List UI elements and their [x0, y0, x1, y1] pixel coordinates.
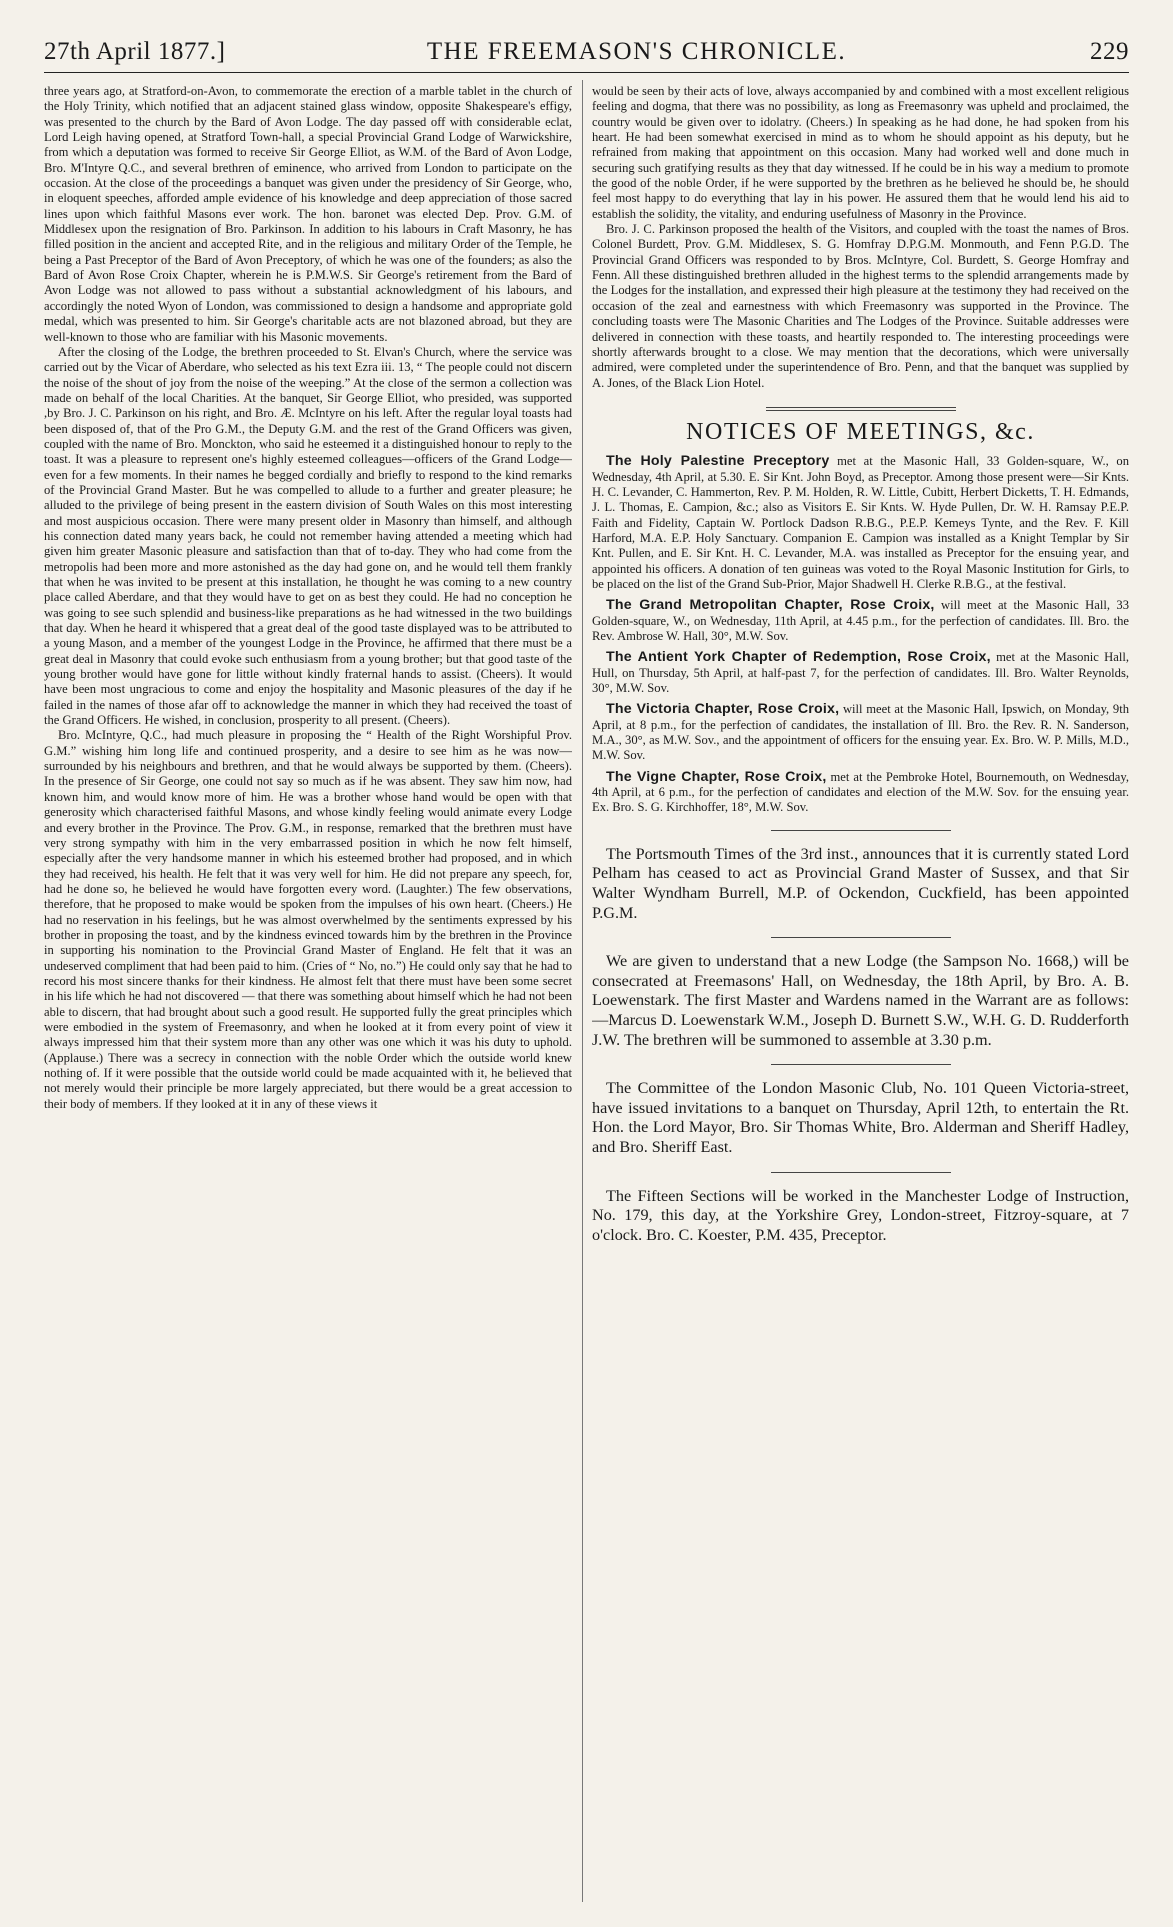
section-divider — [771, 937, 951, 938]
section-heading: NOTICES OF MEETINGS, &c. — [686, 418, 1035, 445]
notice-text: met at the Masonic Hall, Hull, on Thursday, 5th April, at half-past 7, for the perfection of candidates. Ill. Bro. Walter Reynolds, 30°, M.W. Sov. — [592, 650, 1129, 696]
publication-title: THE FREEMASON'S CHRONICLE. — [426, 38, 847, 65]
news-item: The Portsmouth Times of the 3rd inst., announces that it is currently stated Lord Pelham has ceased to act as Provincial Grand Master of Sussex, and that Sir Walter Wyndham Burrell, M.P. of Ockendon, Cuckfield, has been appointed P.G.M. — [592, 844, 1129, 922]
notice-text: will meet at the Masonic Hall, Ipswich, on Monday, 9th April, at 8 p.m., for the perfection of candidates, the installation of Ill. Bro. the Rev. R. N. Sanderson, M.A., 30°, as M.W. Sov., and the appointment of officers for the ensuing year. Ex. Bro. W. P. Mills, M.D., M.W. Sov. — [592, 702, 1129, 763]
meeting-notice — [592, 454, 1129, 592]
right-column — [592, 84, 1129, 1902]
meeting-notice — [592, 650, 1129, 696]
left-column — [44, 84, 572, 1902]
article-paragraph: Bro. McIntyre, Q.C., had much pleasure in proposing the “ Health of the Right Worshipful Prov. G.M.” wishing him long life and continued prosperity, and a desire to see him as he was now—surrounded by his neighbours and brethren, and that he would always be supported by them. (Cheers). In the presence of Sir George, one could not say so much as if he was absent. They saw him now, had known him, and would know more of him. He was a brother whose hand would be open with that generosity which characterised faithful Masons, and whose kindly feeling would animate every Lodge and every brother in the Province. The Prov. G.M., in response, remarked that the brethren must have very strong sympathy with him in the very embarrassed position in which he now felt himself, especially after the very handsome manner in which his esteemed brother had proposed, and in which they had received, his health. He felt that it was very well for him. He did not prepare any speech, for, had he done so, he believed he would have forgotten every word. (Laughter.) The few observations, therefore, that he proposed to make would be spoken from the impulses of his own heart. (Cheers.) He had no reservation in his feelings, but he was almost overwhelmed by the sentiments expressed by his brother in proposing the toast, and by the kindness evinced towards him by the brethren in the Province in supporting his nomination to the Provincial Grand Master of England. He felt that it was an undeserved compliment that had been paid to him. (Cries of “ No, no.”) He could only say that he had to record his most sincere thanks for their kindness. He almost felt that there must have been some secret in his life which he had not discovered — that there was something about himself which he had not been able to discern, that had brought about such a good result. He supported fully the great principles which were embodied in the system of Freemasonry, and when he looked at it from every point of view it always impressed him that their system more than any other was one which it was his duty to uphold. (Applause.) There was a secrecy in connection with the noble Order which the outside world knew nothing of. If it were possible that the outside world could be made acquainted with it, he believed that not merely would their principle be more largely appreciated, but there would be a great accession to their body of members. If they looked at it in any of these views it — [44, 728, 572, 1111]
meeting-notice — [592, 702, 1129, 763]
notice-title: The Vigne Chapter, Rose Croix, — [606, 768, 827, 785]
meeting-notice — [592, 770, 1129, 816]
notice-text: met at the Masonic Hall, 33 Golden-square, W., on Wednesday, 4th April, at 5.30. E. Sir Knt. John Boyd, as Preceptor. Among those present were—Sir Knts. H. C. Levander, C. Hammerton, Rev. P. M. Holden, R. W. Little, Cubitt, Herbert Dicketts, T. H. Edmands, J. L. Thomas, E. Campion, &c.; also as Visitors E. Sir Knts. W. Hyde Pullen, Dr. W. H. Ramsay P.E.P. Faith and Fidelity, Captain W. Portlock Dadson R.B.G., P.E.P. Kemeys Tynte, and the Rev. F. Kill Harford, M.A. E.P. Holy Sanctuary. Companion E. Campion was installed as a Knight Templar by Sir Knt. Pullen, and E. Sir Knt. H. C. Levander, M.A. was installed as Preceptor for the ensuing year, and appointed his officers. A donation of ten guineas was voted to the Royal Masonic Institution for Girls, to be placed on the list of the Grand Sub-Prior, Major Shadwell H. Clerke R.B.G., at the festival. — [592, 454, 1129, 591]
newspaper-page — [44, 22, 1129, 1912]
header-rule — [44, 72, 1129, 73]
news-item: The Fifteen Sections will be worked in the Manchester Lodge of Instruction, No. 179, this day, at the Yorkshire Grey, London-street, Fitzroy-square, at 7 o'clock. Bro. C. Koester, P.M. 435, Preceptor. — [592, 1186, 1129, 1244]
section-divider — [771, 1064, 951, 1065]
column-divider — [582, 80, 583, 1902]
article-paragraph: After the closing of the Lodge, the brethren proceeded to St. Elvan's Church, where the service was carried out by the Vicar of Aberdare, who selected as his text Ezra iii. 13, “ The people could not discern the noise of the shout of joy from the noise of the weeping.” At the close of the sermon a collection was made on behalf of the local Charities. At the banquet, Sir George Elliot, who presided, was supported ,by Bro. J. C. Parkinson on his right, and Bro. Æ. McIntyre on his left. After the regular loyal toasts had been disposed of, that of the Pro G.M., the Deputy G.M. and the rest of the Grand Officers was given, coupled with the name of Bro. Monckton, who said he esteemed it a distinguished honour to reply to the toast. It was a pleasure to represent one's highly esteemed colleagues—officers of the Grand Lodge—even for a few moments. In their names he begged cordially and briefly to respond to the kind remarks of the Provincial Grand Master. But he was compelled to allude to a further and greater pleasure; he alluded to the privilege of being present in the eastern division of South Wales on this most interesting and most auspicious occasion. There were many present older in Masonry than himself, and although his connection dated many years back, he could not remember having attended a meeting which had given him greater Masonic pleasure and satisfaction than that of to-day. They who had come from the metropolis had been more and more astonished as the day had gone on, and he would tell them frankly that when he was invited to be present at this installation, he thought he was coming to a new country place called Aberdare, and that they would have to get on as best they could. He had no conception he was going to see such splendid and business-like preparations as he had witnessed in the two buildings that day. When he heard it whispered that a great deal of the good taste displayed was to be attributed to a young Mason, and a member of the youngest Lodge in the Province, he affirmed that there must be a great deal in Masonry that could evoke such enthusiasm from a young brother; but that good taste of the young brother would have gone for little without kindly fraternal hands to assist. (Cheers). It would have been most ungracious to come and enjoy the hospitality and Masonic pleasures of the day if he failed in the names of those afar off to acknowledge the manner in which they had received the toast of the Grand Officers. He wished, in conclusion, prosperity to all present. (Cheers). — [44, 344, 572, 728]
article-paragraph: Bro. J. C. Parkinson proposed the health of the Visitors, and coupled with the toast the names of Bros. Colonel Burdett, Prov. G.M. Middlesex, S. G. Homfray D.P.G.M. Monmouth, and Fenn P.G.D. The Provincial Grand Officers was responded to by Bros. McIntyre, Col. Burdett, S. George Homfray and Fenn. All these distinguished brethren alluded in the highest terms to the splendid arrangements made by the Lodges for the installation, and expressed their high pleasure at the testimony they had received on the occasion of the zeal and earnestness with which Freemasonry was supported in the Province. The concluding toasts were The Masonic Charities and The Lodges of the Province. Suitable addresses were delivered in connection with these toasts, and heartily responded to. The interesting proceedings were shortly afterwards brought to a close. We may mention that the decorations, which were universally admired, were completed under the superintendence of Bro. Penn, and that the banquet was supplied by A. Jones, of the Black Lion Hotel. — [592, 222, 1129, 390]
news-item: The Committee of the London Masonic Club, No. 101 Queen Victoria-street, have issued invitations to a banquet on Thursday, April 12th, to entertain the Rt. Hon. the Lord Mayor, Bro. Sir Thomas White, Bro. Alderman and Sheriff Hadley, and Bro. Sheriff East. — [592, 1079, 1129, 1156]
news-item: We are given to understand that a new Lodge (the Sampson No. 1668,) will be consecrated at Freemasons' Hall, on Wednesday, the 18th April, by Bro. A. B. Loewenstark. The first Master and Wardens named in the Warrant are as follows:—Marcus D. Loewenstark W.M., Joseph D. Burnett S.W., W.H. G. D. Rudderforth J.W. The brethren will be summoned to assemble at 3.30 p.m. — [592, 952, 1129, 1049]
section-divider — [771, 1172, 951, 1173]
section-divider — [771, 830, 951, 831]
notice-title: The Holy Palestine Preceptory — [606, 453, 830, 470]
issue-date: 27th April 1877.] — [44, 38, 226, 65]
page-header — [44, 22, 1129, 66]
notice-text: met at the Pembroke Hotel, Bournemouth, on Wednesday, 4th April, at 6 p.m., for the perfection of candidates and election of the M.W. Sov. for the ensuing year. Ex. Bro. S. G. Kirchhoffer, 18°, M.W. Sov. — [592, 769, 1129, 815]
article-paragraph: would be seen by their acts of love, always accompanied by and combined with a most excellent religious feeling and dogma, that there was no possibility, as long as Freemasonry was upheld and proclaimed, the country would be given over to idolatry. (Cheers.) In speaking as he had done, he had spoken from his heart. He had been somewhat exercised in mind as to whom he should appoint as his deputy, but he refrained from making that appointment on this occasion. Many had worked well and done much in securing such gratifying results as they that day witnessed. If he could be in his way a medium to promote the good of the noble Order, if he were supported by the brethren as he believed he should be, he should feel most happy to do everything that lay in his power. He assured them that he would lend his aid to establish the solidity, the vitality, and enduring usefulness of Masonry in the Province. — [592, 84, 1129, 221]
section-divider — [766, 407, 956, 411]
notice-text: will meet at the Masonic Hall, 33 Golden-square, W., on Wednesday, 11th April, at 4.45 p.m., for the perfection of candidates. Ill. Bro. the Rev. Ambrose W. Hall, 30°, M.W. Sov. — [592, 598, 1129, 643]
notice-title: The Victoria Chapter, Rose Croix, — [606, 701, 840, 718]
notice-title: The Grand Metropolitan Chapter, Rose Croix, — [606, 597, 935, 614]
notice-title: The Antient York Chapter of Redemption, Rose Croix, — [606, 649, 991, 666]
article-paragraph: three years ago, at Stratford-on-Avon, to commemorate the erection of a marble tablet in the church of the Holy Trinity, which notified that an adjacent stained glass window, opposite Shakespeare's effigy, was presented to the church by the Bard of Avon Lodge. The day passed off with considerable eclat, Lord Leigh having opened, at Stratford Town-hall, a special Provincial Grand Lodge of Warwickshire, from which a deputation was formed to receive Sir George Elliot, as W.M. of the Bard of Avon Lodge, Bro. M'Intyre Q.C., and several brethren of eminence, who arrived from London to participate on the occasion. At the close of the proceedings a banquet was given under the presidency of Sir George, who, in eloquent speeches, afforded ample evidence of his knowledge and deep appreciation of those sacred lines upon which faithful Masons ever work. The hon. baronet was elected Dep. Prov. G.M. of Middlesex upon the resignation of Bro. Parkinson. In addition to his labours in Craft Masonry, he has filled position in the ancient and accepted Rite, and in the religious and military Order of the Temple, he being a Past Preceptor of the Bard of Avon Preceptory, of which he was one of the founders; as also the Bard of Avon Rose Croix Chapter, wherein he is P.M.W.S. Sir George's retirement from the Bard of Avon Lodge was not allowed to pass without a substantial acknowledgment of his labours, and accordingly the noted Wyon of London, was commissioned to design a handsome and appropriate gold medal, which was presented to him. Sir George's charitable acts are not blazoned abroad, but they are well-known to those who are familiar with his Masonic movements. — [44, 84, 572, 344]
page-number: 229 — [1090, 38, 1129, 65]
meeting-notice — [592, 598, 1129, 644]
